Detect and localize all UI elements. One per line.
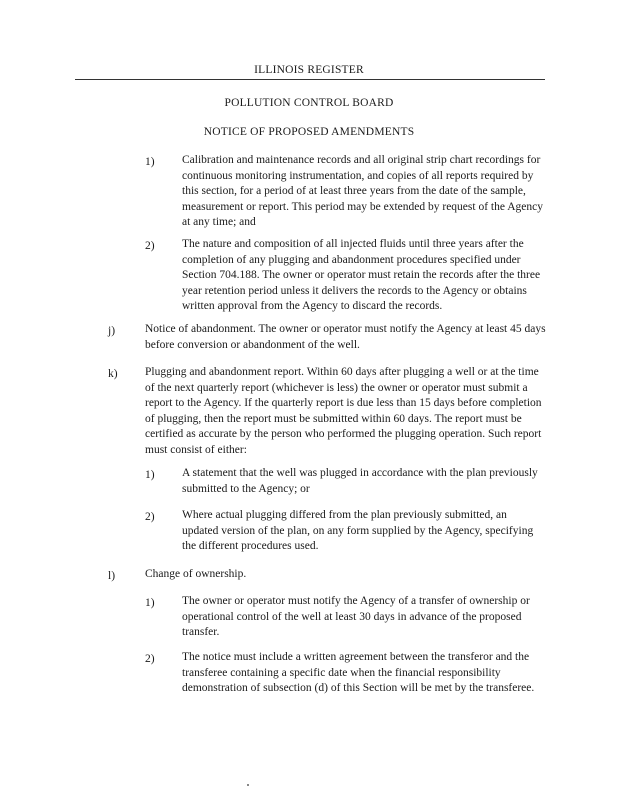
item-l2-label: 2): [145, 653, 155, 665]
item-2-label: 2): [145, 240, 155, 252]
item-k1-label: 1): [145, 469, 155, 481]
section-l-text: Change of ownership.: [145, 568, 247, 580]
scan-speck: [247, 784, 249, 786]
register-title: ILLINOIS REGISTER: [254, 64, 364, 76]
item-1-text: Calibration and maintenance records and all original strip chart recordings for continuous monitoring instrumentation, and copies of all reports required by this section, for a period of at least three years from the date of the sample, measurement or report. This period may be extended by request of the Agency at any time; and: [182, 154, 543, 228]
item-l1-label: 1): [145, 597, 155, 609]
item-l2-text: The notice must include a written agreement between the transferor and the transferee containing a specific date when the financial responsibility demonstration of subsection (d) of this Section will be met by the transferee.: [182, 651, 535, 694]
notice-title: NOTICE OF PROPOSED AMENDMENTS: [203, 126, 415, 138]
item-k2-label: 2): [145, 511, 155, 523]
board-title: POLLUTION CONTROL BOARD: [224, 97, 394, 109]
section-l-label: l): [108, 570, 116, 582]
item-k2-text: Where actual plugging differed from the plan previously submitted, an updated version of the plan, on any form supplied by the Agency, specifying the different procedures used.: [182, 509, 534, 552]
header-rule: [75, 79, 545, 80]
item-l1-text: The owner or operator must notify the Agency of a transfer of ownership or operational control of the well at least 30 days in advance of the proposed transfer.: [182, 595, 530, 638]
item-k1-text: A statement that the well was plugged in accordance with the plan previously submitted to the Agency; or: [182, 467, 538, 495]
section-j-text: Notice of abandonment. The owner or operator must notify the Agency at least 45 days before conversion or abandonment of the well.: [145, 323, 546, 351]
section-k-text: Plugging and abandonment report. Within 60 days after plugging a well or at the time of the next quarterly report (whichever is less) the owner or operator must submit a report to the Agency. If the quarterly report is due less than 15 days before completion of plugging, then the report must be submitted within 60 days. The report must be certified as accurate by the person who performed the plugging operation. Such report must consist of either:: [145, 366, 542, 456]
item-1-label: 1): [145, 156, 155, 168]
section-k-label: k): [108, 368, 118, 380]
item-2-text: The nature and composition of all injected fluids until three years after the completion of any plugging and abandonment procedures specified under Section 704.188. The owner or operator must retain the records after the three year retention period unless it delivers the records to the Agency or obtains written approval from the Agency to discard the records.: [182, 238, 541, 312]
section-j-label: j): [108, 325, 116, 337]
